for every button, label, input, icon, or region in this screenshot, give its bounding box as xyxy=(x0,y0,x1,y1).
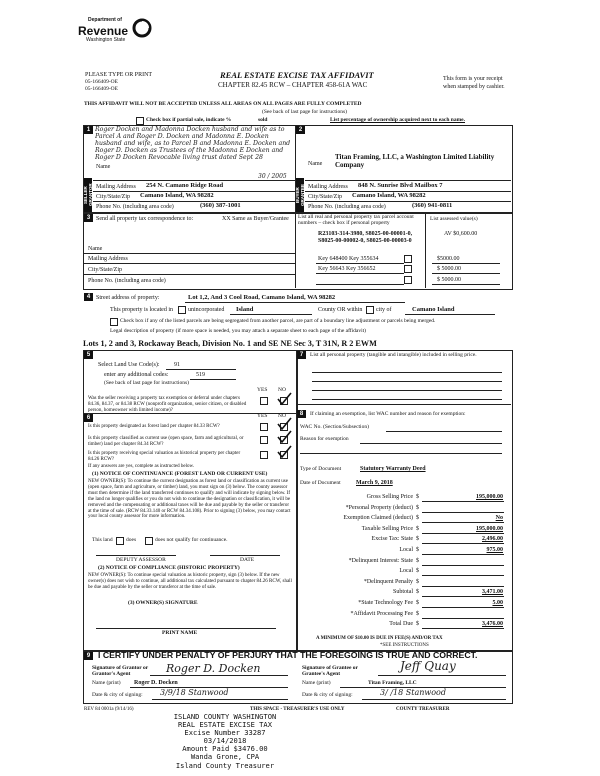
tax-row-sign: $ xyxy=(416,610,419,617)
tax-row-label: Subtotal xyxy=(392,589,413,596)
see-back-note: (See back of last page for instructions) xyxy=(262,109,347,115)
notice2-body: NEW OWNER(S): To continue special valuation as historic property, sign (3) below. If the new owner(s) does not wish to continue, all additional tax calculated pursuant to chapter 84.26 RCW, shall be due and payable by the seller or transferor at the time of sale. xyxy=(88,573,292,590)
wac-label: WAC No. (Section/Subsection) xyxy=(300,424,369,430)
tax-row-sign: $ xyxy=(416,515,419,522)
ownership-percentage-label: List percentage of ownership acquired next to each name. xyxy=(330,117,465,123)
tax-row-label: Exemption Claimed (deduct) xyxy=(343,515,413,522)
agency-line1: Department of xyxy=(88,17,122,23)
section-9-number: 9 xyxy=(84,652,93,660)
does-label: does xyxy=(126,537,137,543)
land-use-see-back: (See back of last page for instructions) xyxy=(104,380,189,386)
document-type-value: Statutory Warranty Deed xyxy=(360,466,426,472)
seller-mailing-value: 254 N. Camano Ridge Road xyxy=(146,182,224,189)
tax-row-value: 3,476.00 xyxy=(482,621,503,628)
tax-row-sign: $ xyxy=(416,568,419,575)
assessed-first: AV $0,600.00 xyxy=(444,231,478,237)
sold-label: sold xyxy=(258,117,268,123)
county-label: County OR within xyxy=(318,307,363,313)
land-use-label: Select Land Use Code(s): xyxy=(98,362,160,368)
tax-row-value: 2,496.00 xyxy=(482,536,503,543)
tax-row-sign: $ xyxy=(416,547,419,553)
tax-row-sign: $ xyxy=(416,621,419,628)
stamp-line-6: Wanda Grone, CPA xyxy=(190,752,260,762)
stamp-line-5: Amount Paid $3476.00 xyxy=(182,744,268,754)
dor-swirl-icon xyxy=(132,18,152,38)
print-name-label: PRINT NAME xyxy=(162,630,198,636)
seller-city-value: Camano Island, WA 98282 xyxy=(140,192,214,199)
document-date-value: March 9, 2018 xyxy=(356,480,393,486)
designation-q3: Is this property receiving special valuation as historical property per chapter 84.26 RCW? xyxy=(88,451,241,462)
tax-row xyxy=(300,610,505,621)
grantor-signature: Roger D. Docken xyxy=(166,662,261,675)
q1-yes-checkbox[interactable] xyxy=(260,423,268,431)
minimum-note: A MINIMUM OF $10.00 IS DUE IN FEE(S) AND/OR TAX xyxy=(316,636,443,641)
print-note: PLEASE TYPE OR PRINT xyxy=(85,72,153,78)
revision-code: REV 84 0001a (9/14/16) xyxy=(84,707,134,712)
grantee-signature-label: Signature of Grantee or Grantee's Agent xyxy=(302,665,358,677)
q2-yes-checkbox[interactable] xyxy=(260,436,268,444)
partial-sale-checkbox[interactable] xyxy=(136,117,144,125)
correspondence-name-label: Name xyxy=(88,246,103,252)
tax-row-sign: $ xyxy=(416,504,419,511)
tax-row-label: Taxable Selling Price xyxy=(361,525,413,532)
seller-phone-value: (360) 387-1001 xyxy=(200,202,241,209)
personal-property-label: List all personal property (tangible and intangible) included in selling price. xyxy=(310,352,477,358)
city-value: Camano Island xyxy=(412,306,455,313)
buyer-name-label: Name xyxy=(308,161,323,167)
tax-row-label: Local xyxy=(399,568,413,575)
tax-row-label: Local xyxy=(399,547,413,553)
street-label: Street address of property: xyxy=(96,295,160,301)
tax-row-value: 3,471.00 xyxy=(482,589,503,596)
form-code-2: 05-166409-OE xyxy=(85,86,118,92)
this-land-label: This land xyxy=(92,537,113,543)
document-type-label: Type of Document xyxy=(300,466,342,472)
chapter-line: CHAPTER 82.45 RCW – CHAPTER 458-61A WAC xyxy=(218,81,368,89)
assessed-header: List assessed value(s) xyxy=(430,216,478,222)
parcel-row-1-key: Key 648400 Key 355634 xyxy=(318,256,379,262)
tax-row-sign: $ xyxy=(416,600,419,606)
stamp-line-2: REAL ESTATE EXCISE TAX xyxy=(178,720,272,730)
parcels-header: List all real and personal property tax parcel account numbers – check box if personal property xyxy=(298,214,414,226)
parcel-row-1-checkbox[interactable] xyxy=(404,255,412,263)
grantee-name-label: Name (print) xyxy=(302,680,331,686)
treasurer-stamp xyxy=(140,713,310,770)
stamp-line-7: Island County Treasurer xyxy=(175,760,275,770)
designation-no-label: NO xyxy=(278,413,286,419)
exemption-label: If claiming an exemption, list WAC number and reason for exemption: xyxy=(310,411,466,417)
tax-row-sign: $ xyxy=(416,578,419,585)
tax-row-label: *Delinquent Interest: State xyxy=(348,557,413,564)
receipt-note-2: when stamped by cashier. xyxy=(443,84,505,90)
segregated-label: Check box if any of the listed parcels are being segregated from another parcel, are part of a boundary line adjustment or parcels being merged. xyxy=(120,318,436,324)
seller-name-handwritten: Roger Docken and Madonna Docken husband and wife as to Parcel A and Roger D. Docken and Madonna E. Docken husband and wife, as to Parcel B and Madonna E. Docken and Roger D. Docken as Trustees of the Madonna E Docken and Roger D Docken Revocable living trust dated Sept 28 xyxy=(95,126,291,161)
correspondence-mailing-label: Mailing Address xyxy=(88,256,128,262)
tax-row-value: 195,000.00 xyxy=(476,525,503,532)
tax-row-label: Total Due xyxy=(389,621,413,628)
tax-row-sign: $ xyxy=(416,536,419,543)
section-1-number: 1 xyxy=(84,126,93,134)
reason-label: Reason for exemption xyxy=(300,436,349,442)
tax-row-label: *Delinquent Penalty xyxy=(363,578,413,585)
land-use-value: 91 xyxy=(174,362,180,368)
correspondence-phone-label: Phone No. (including area code) xyxy=(88,278,166,284)
parcel-row-2-value: $ 5000.00 xyxy=(437,266,461,272)
designation-q1: Is this property designated as forest land per chapter 84.33 RCW? xyxy=(88,424,220,429)
tax-row-value: 975.00 xyxy=(486,547,503,553)
does-not-label: does not qualify for continuance. xyxy=(155,537,228,543)
tax-row xyxy=(300,525,505,536)
tax-row-value: 195,000.00 xyxy=(476,494,503,500)
tax-row-label: *Affidavit Processing Fee xyxy=(350,610,413,617)
section-3-number: 3 xyxy=(84,214,93,222)
county-value: Island xyxy=(236,306,254,313)
tax-row-label: Gross Selling Price xyxy=(366,494,413,500)
additional-codes-value: 519 xyxy=(196,372,205,378)
does-not-checkbox[interactable] xyxy=(145,537,153,545)
designation-yes-label: YES xyxy=(257,413,268,419)
notice1-title: (1) NOTICE OF CONTINUANCE (FOREST LAND OR CURRENT USE) xyxy=(92,471,268,477)
unincorporated-checkbox[interactable] xyxy=(178,306,186,314)
q3-yes-checkbox[interactable] xyxy=(260,451,268,459)
tax-row-sign: $ xyxy=(416,494,419,500)
if-yes-note: If any answers are yes, complete as instructed below. xyxy=(88,464,195,469)
tax-row-label: *Personal Property (deduct) xyxy=(345,504,413,511)
seller-mailing-label: Mailing Address xyxy=(96,184,136,190)
tax-row xyxy=(300,567,505,578)
certify-statement: I CERTIFY UNDER PENALTY OF PERJURY THAT THE FOREGOING IS TRUE AND CORRECT. xyxy=(98,650,478,660)
notice2-title: (2) NOTICE OF COMPLIANCE (HISTORIC PROPERTY) xyxy=(98,565,240,571)
legal-description: Lots 1, 2 and 3, Rockaway Beach, Division No. 1 and SE NE Sec 3, T 31N, R 2 EWM xyxy=(83,339,377,348)
partial-sale-label: Check box if partial sale, indicate % xyxy=(146,117,232,123)
form-code-1: 05-166409-OE xyxy=(85,79,118,85)
tax-row xyxy=(300,535,505,546)
tax-row-sign: $ xyxy=(416,589,419,596)
city-of-label: city of xyxy=(376,307,392,313)
tax-row-value: 5.00 xyxy=(492,600,503,606)
treasurer-space-label: THIS SPACE - TREASURER'S USE ONLY xyxy=(250,707,345,712)
parcel-row-2-checkbox[interactable] xyxy=(404,265,412,273)
tax-row-label: *State Technology Fee xyxy=(358,600,413,606)
correspondence-city-label: City/State/Zip xyxy=(88,267,122,273)
designation-q2: Is this property classified as current use (open space, farm and agricultural, or timber) land per chapter 84.34 RCW? xyxy=(88,436,244,447)
tax-row xyxy=(300,620,505,631)
q3-no-check-mark-icon xyxy=(276,445,292,459)
tax-row xyxy=(300,578,505,589)
tax-row xyxy=(300,588,505,599)
see-instructions-note: *SEE INSTRUCTIONS xyxy=(380,643,429,648)
grantee-date-label: Date & city of signing: xyxy=(302,692,353,698)
grantor-date-label: Date & city of signing: xyxy=(92,692,143,698)
buyer-mailing-label: Mailing Address xyxy=(308,184,348,190)
warning-line: THIS AFFIDAVIT WILL NOT BE ACCEPTED UNLESS ALL AREAS ON ALL PAGES ARE FULLY COMPLETED xyxy=(84,101,362,107)
agency-name: Revenue xyxy=(78,24,129,38)
unincorporated-label: unincorporated xyxy=(188,307,225,313)
stamp-line-3: Excise Number 33287 xyxy=(184,728,266,738)
section-5-number: 5 xyxy=(84,351,93,359)
street-value: Lot 1,2, And 3 Cool Road, Camano Island, WA 98282 xyxy=(188,294,336,301)
buyer-phone-label: Phone No. (including area code) xyxy=(308,204,386,210)
buyer-side-label: BUYER GRANTEE xyxy=(296,178,304,212)
buyer-phone-value: (360) 941-0811 xyxy=(412,202,453,209)
seller-name-label: Name xyxy=(96,164,111,170)
stamp-line-1: ISLAND COUNTY WASHINGTON xyxy=(173,712,277,721)
parcel-row-1-value: $5000.00 xyxy=(437,256,460,262)
deputy-assessor-label: DEPUTY ASSESSOR xyxy=(116,557,166,563)
agency-line3: Washington State xyxy=(86,37,126,43)
section-8-number: 8 xyxy=(297,410,306,418)
buyer-name-value: Titan Framing, LLC, a Washington Limited Liability Company xyxy=(335,153,495,169)
notice1-body: NEW OWNER(S): To continue the current designation as forest land or classification as current use (open space, farm and agriculture, or timber) land, you must sign on (3) below. The county assessor must then determine if the land transferred continues to qualify and will indicate by signing below. If the land no longer qualifies or you do not wish to continue the designation or classification, it will be removed and the compensating or additional taxes will be due and payable by the seller or transferor at the time of sale. (RCW 84.33.140 or RCW 84.34.108). Prior to signing (3) below, you may contact your local county assessor for more information. xyxy=(88,479,291,520)
section-7-number: 7 xyxy=(297,351,306,359)
q2-no-check-mark-icon xyxy=(276,430,292,444)
exempt-no-label: NO xyxy=(278,387,286,393)
tax-row-value: No xyxy=(495,515,503,522)
tax-row xyxy=(300,493,505,504)
tax-row xyxy=(300,557,505,568)
buyer-mailing-value: 848 N. Sunrise Blvd Mailbox 7 xyxy=(358,182,443,189)
tax-row xyxy=(300,599,505,610)
section-6-number: 6 xyxy=(84,414,93,422)
document-date-label: Date of Document xyxy=(300,480,341,486)
buyer-city-label: City/State/Zip xyxy=(308,194,342,200)
seller-side-label: SELLER GRANTOR xyxy=(84,178,92,212)
receipt-note-1: This form is your receipt xyxy=(443,76,503,82)
tax-row-sign: $ xyxy=(416,557,419,564)
grantee-date-value: 3/ /18 Stanwood xyxy=(380,688,446,697)
exempt-question: Was the seller receiving a property tax exemption or deferral under chapters 84.36, 84.37, or 84.38 RCW (nonprofit organization, senior citizen, or disabled person, homeowner with limited income)? xyxy=(88,396,247,413)
exempt-no-check-mark-icon xyxy=(276,392,292,406)
grantor-name-label: Name (print) xyxy=(92,680,121,686)
parcel-row-2-key: Key 56643 Key 356652 xyxy=(318,266,376,272)
seller-phone-label: Phone No. (including area code) xyxy=(96,204,174,210)
located-label: This property is located in xyxy=(110,307,173,313)
city-checkbox[interactable] xyxy=(366,306,374,314)
section-2-number: 2 xyxy=(296,126,305,134)
exempt-yes-label: YES xyxy=(257,387,268,393)
buyer-city-value: Camano Island, WA 98282 xyxy=(352,192,426,199)
page-title: REAL ESTATE EXCISE TAX AFFIDAVIT xyxy=(220,70,374,80)
date-label: DATE xyxy=(240,557,255,563)
seller-city-label: City/State/Zip xyxy=(96,194,130,200)
q1-no-check-mark-icon xyxy=(276,417,292,431)
tax-row-label: Excise Tax: State xyxy=(371,536,413,543)
legal-label: Legal description of property (if more space is needed, you may attach a separate sheet to each page of the affidavit) xyxy=(110,328,366,334)
correspondence-label: Send all property tax correspondence to: xyxy=(96,216,194,222)
county-treasurer-label: COUNTY TREASURER xyxy=(396,707,450,712)
grantee-name-value: Titan Framing, LLC xyxy=(368,680,417,686)
tax-row xyxy=(300,504,505,515)
correspondence-value: XX Same as Buyer/Grantee xyxy=(222,216,289,222)
stamp-line-4: 03/14/2018 xyxy=(203,736,247,746)
grantor-date-value: 3/9/18 Stanwood xyxy=(160,688,229,697)
owner-signature-label: (3) OWNER(S) SIGNATURE xyxy=(128,600,198,606)
grantee-signature: Jeff Quay xyxy=(400,659,456,673)
tax-row xyxy=(300,514,505,525)
grantor-signature-label: Signature of Grantor or Grantor's Agent xyxy=(92,665,149,677)
parcel-row-3-value: $ 5000.00 xyxy=(437,277,461,283)
segregated-checkbox[interactable] xyxy=(110,318,118,326)
exempt-yes-checkbox[interactable] xyxy=(260,397,268,405)
tax-row xyxy=(300,546,505,557)
dor-logo xyxy=(78,16,158,46)
does-checkbox[interactable] xyxy=(116,537,124,545)
parcel-list: R23103-314-3980, S8025-00-00001-0, S8025-00-00002-0, S8025-00-00003-0 xyxy=(318,231,413,244)
grantor-name-value: Roger D. Docken xyxy=(134,680,178,686)
seller-handwritten-marks: 30 / 2005 xyxy=(258,173,287,180)
tax-row-sign: $ xyxy=(416,525,419,532)
additional-codes-label: enter any additional codes: xyxy=(104,372,169,378)
parcel-row-3-checkbox[interactable] xyxy=(404,276,412,284)
section-4-number: 4 xyxy=(84,293,93,301)
